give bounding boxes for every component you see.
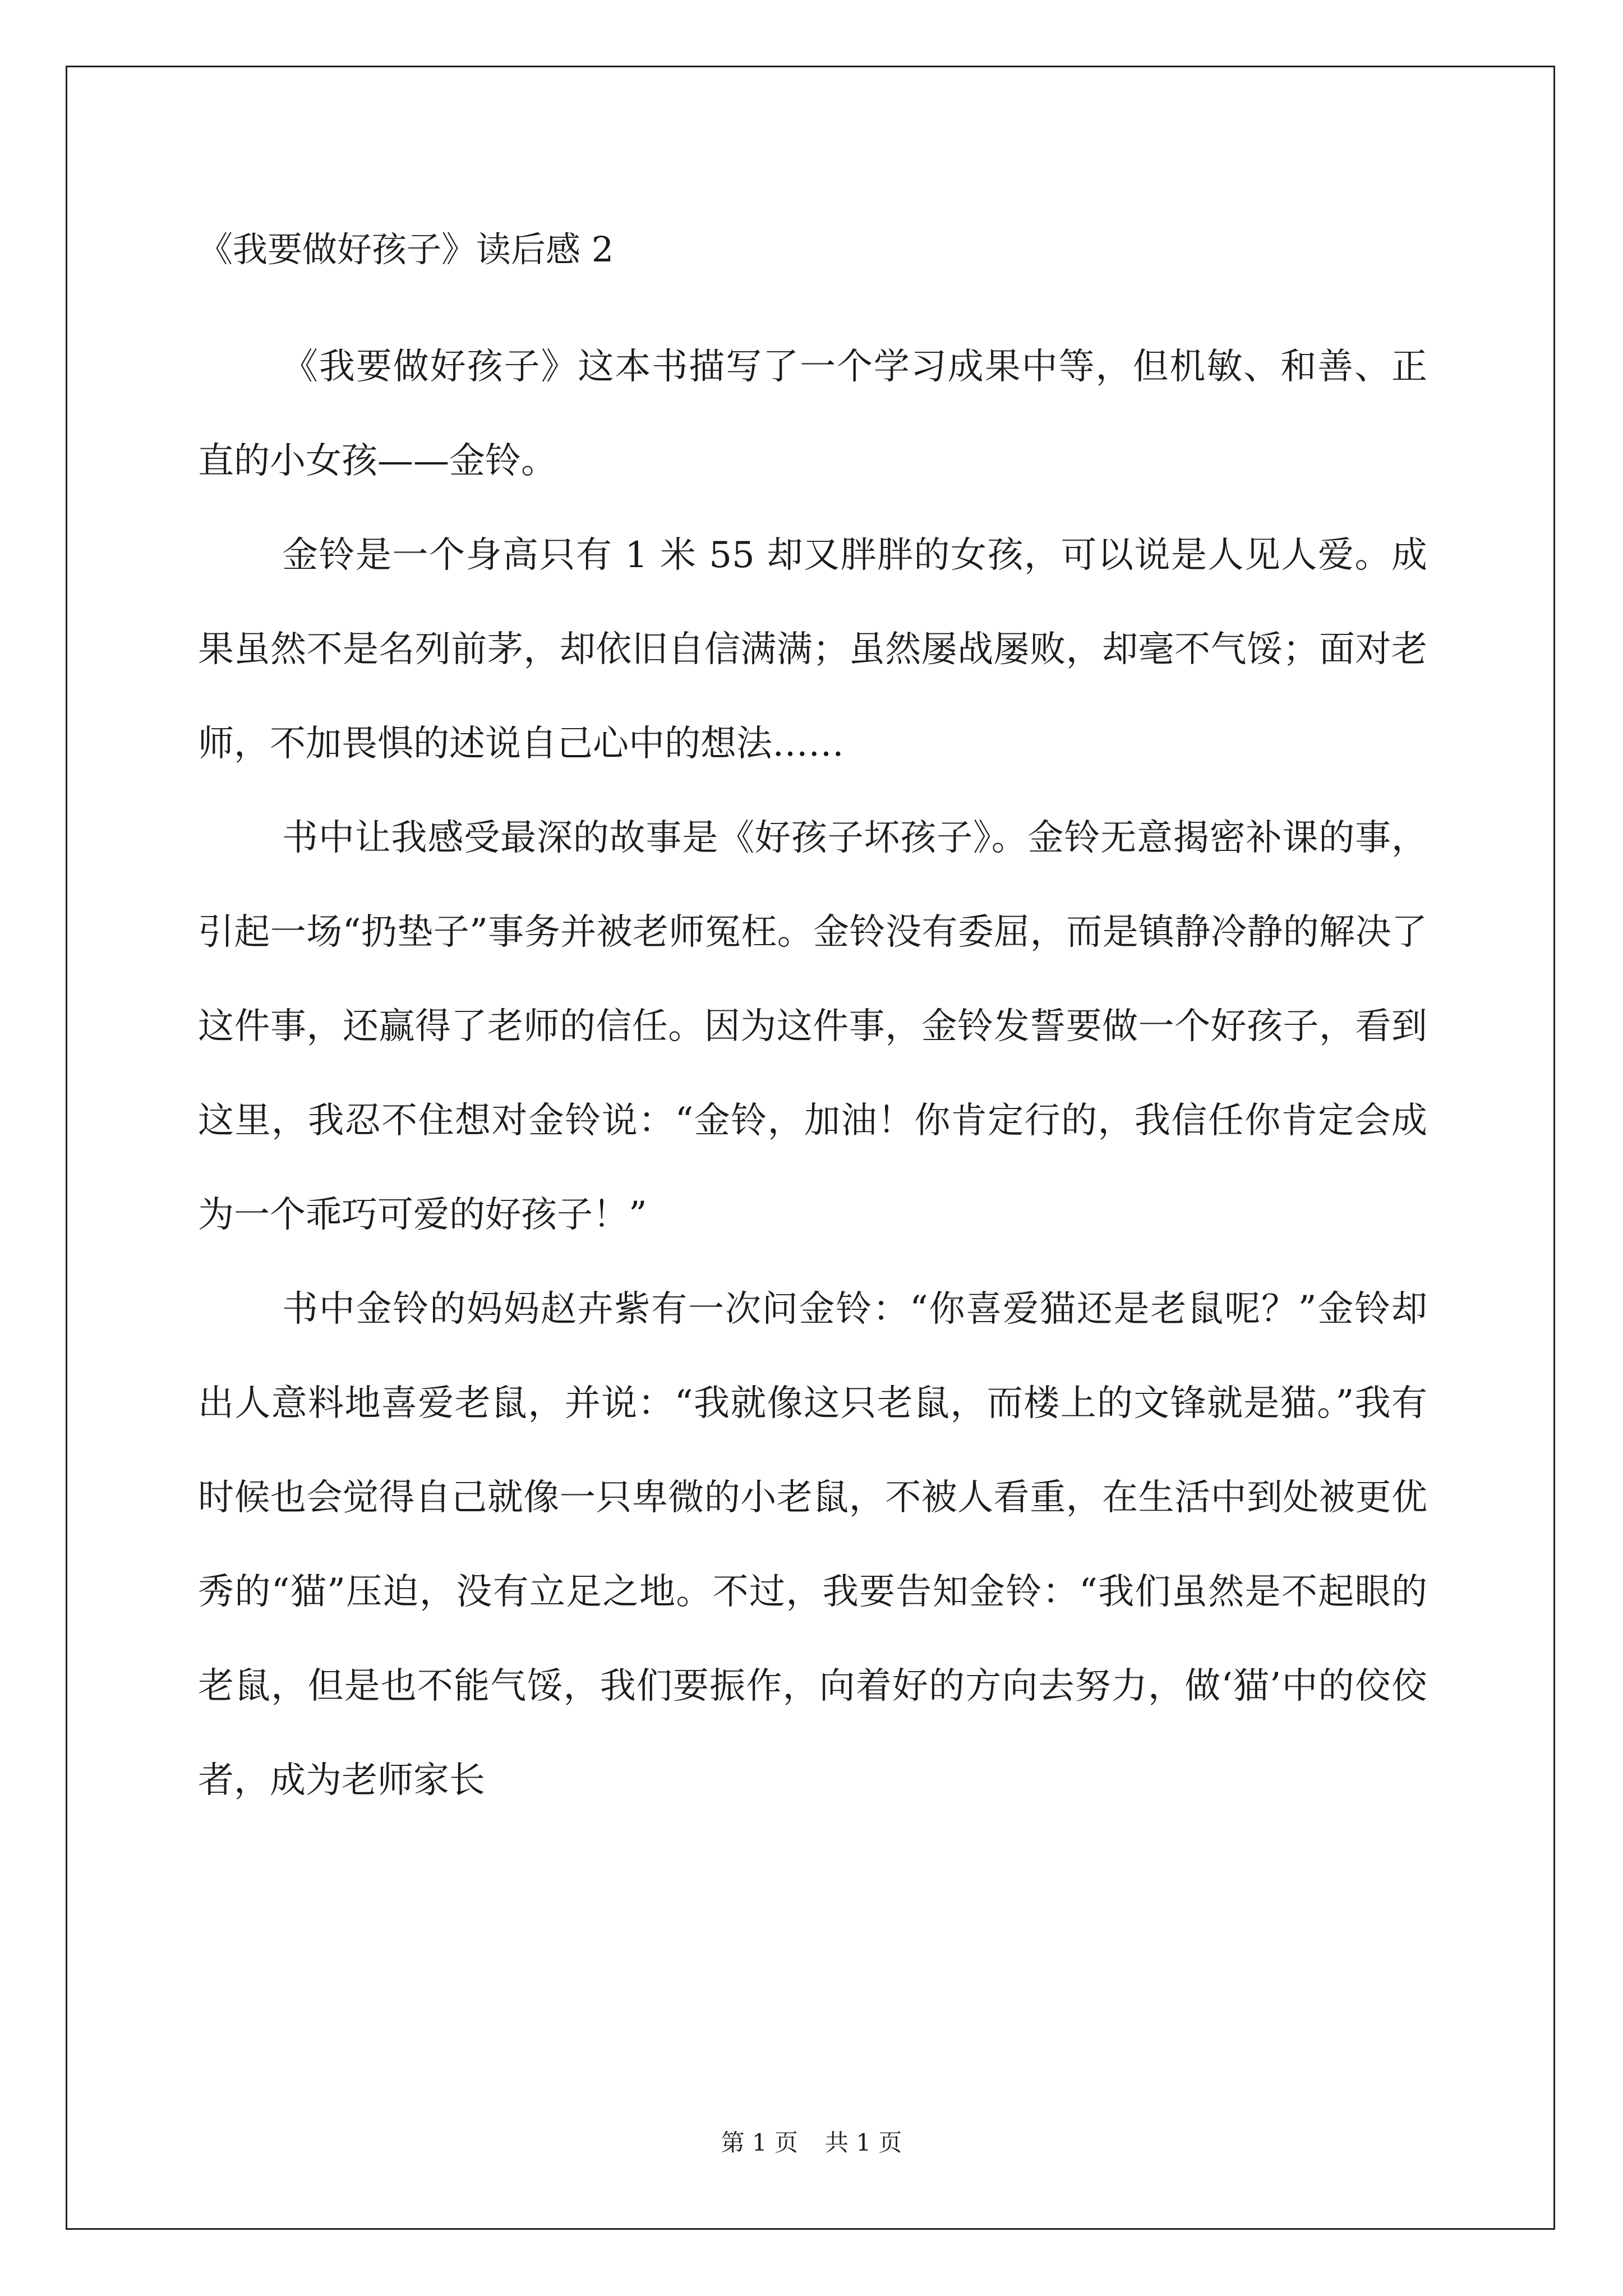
- paragraph-2: 金铃是一个身高只有 1 米 55 却又胖胖的女孩，可以说是人见人爱。成果虽然不是名列前茅，却依旧自信满满；虽然屡战屡败，却毫不气馁；面对老师，不加畏惧的述说自己心中的想法……: [198, 535, 1427, 765]
- page-footer: [0, 2126, 1623, 2160]
- document-title: 《我要做好孩子》读后感 2: [198, 229, 614, 270]
- paragraph-4: 书中金铃的妈妈赵卉紫有一次问金铃：“你喜爱猫还是老鼠呢？”金铃却出人意料地喜爱老鼠，并说：“我就像这只老鼠，而楼上的文锋就是猫。”我有时候也会觉得自己就像一只卑微的小老鼠，不被人看重，在生活中到处被更优秀的“猫”压迫，没有立足之地。不过，我要告知金铃：“我们虽然是不起眼的老鼠，但是也不能气馁，我们要振作，向着好的方向去努力，做‘猫’中的佼佼者，成为老师家长: [198, 1289, 1427, 1801]
- document-body: [198, 320, 1427, 1828]
- page-total: 共 1 页: [825, 2129, 902, 2156]
- page-number: 第 1 页: [721, 2129, 798, 2156]
- paragraph-1: 《我要做好孩子》这本书描写了一个学习成果中等，但机敏、和善、正直的小女孩——金铃。: [198, 346, 1427, 482]
- paragraph-3: 书中让我感受最深的故事是《好孩子坏孩子》。金铃无意揭密补课的事，引起一场“扔垫子”事务并被老师冤枉。金铃没有委屈，而是镇静冷静的解决了这件事，还赢得了老师的信任。因为这件事，金铃发誓要做一个好孩子，看到这里，我忍不住想对金铃说：“金铃，加油！你肯定行的，我信任你肯定会成为一个乖巧可爱的好孩子！”: [198, 817, 1427, 1236]
